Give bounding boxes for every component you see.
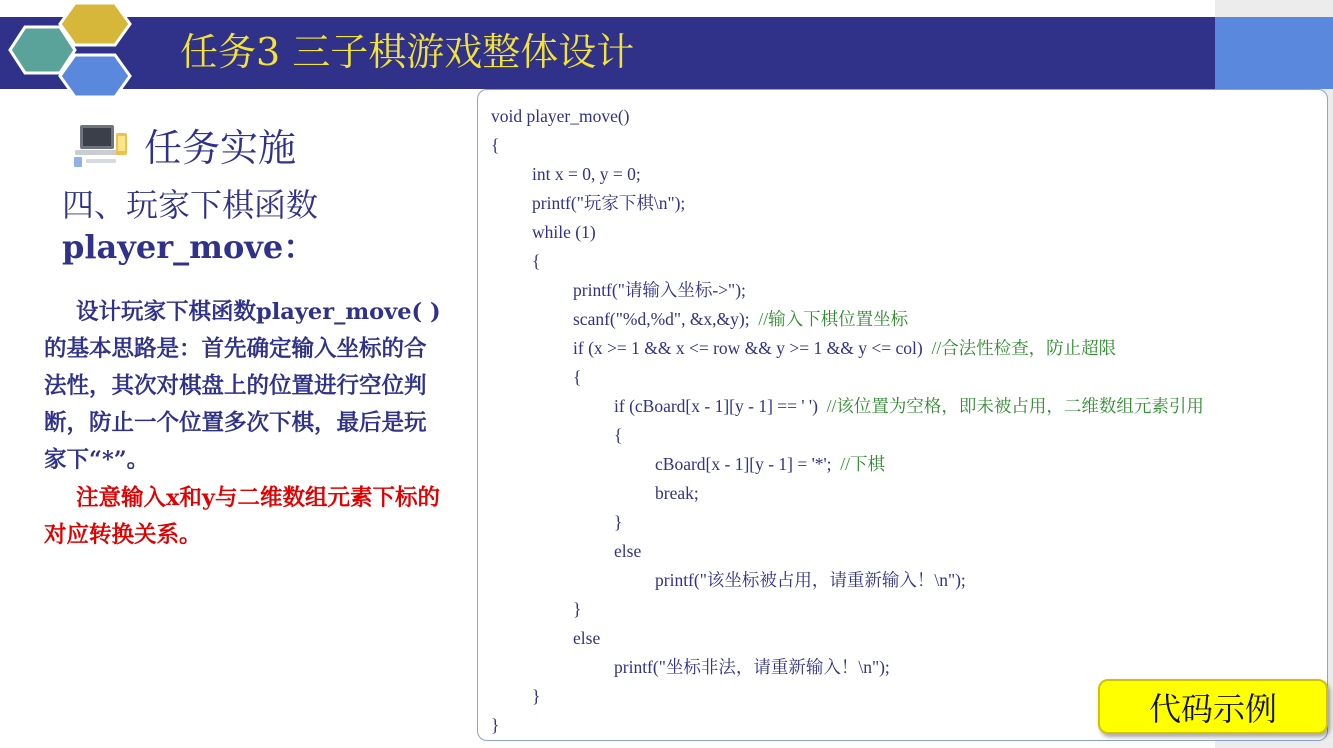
code-text: } <box>614 512 623 532</box>
code-text: printf("坐标非法，请重新输入！\n"); <box>614 657 890 677</box>
code-text: cBoard[x - 1][y - 1] = '*'; <box>655 454 841 474</box>
code-line <box>491 104 630 128</box>
code-line <box>573 365 581 389</box>
code-text: printf("该坐标被占用，请重新输入！\n"); <box>655 570 966 590</box>
code-line <box>614 423 622 447</box>
code-line <box>573 307 908 331</box>
description-paragraph: 设计玩家下棋函数player_move( )的基本思路是：首先确定输入坐标的合法性，其次对棋盘上的位置进行空位判断，防止一个位置多次下棋，最后是玩家下“*”。 <box>44 299 441 473</box>
code-line <box>614 394 1204 418</box>
code-line <box>532 684 540 708</box>
note-paragraph: 注意输入x和y与二维数组元素下标的对应转换关系。 <box>44 485 440 548</box>
code-text: { <box>491 135 500 155</box>
code-line <box>655 481 699 505</box>
code-text: while (1) <box>532 222 596 242</box>
code-line <box>532 220 596 244</box>
section-heading-label: 任务实施 <box>144 125 297 170</box>
code-text: } <box>573 599 582 619</box>
code-panel <box>477 89 1328 741</box>
code-line <box>532 162 641 186</box>
code-text: if (cBoard[x - 1][y - 1] == ' ') <box>614 396 827 416</box>
function-subheading <box>62 184 462 268</box>
code-comment: //该位置为空格，即未被占用，二维数组元素引用 <box>826 396 1204 416</box>
code-line <box>491 713 499 737</box>
page-title: 任务3 三子棋游戏整体设计 <box>180 30 635 74</box>
code-text: { <box>614 425 623 445</box>
section-heading <box>72 118 296 170</box>
code-text: else <box>614 541 642 561</box>
laptop-icon <box>72 119 130 169</box>
code-text: } <box>532 686 541 706</box>
code-line <box>655 568 966 592</box>
code-line <box>573 597 581 621</box>
code-line <box>532 191 685 215</box>
code-line <box>573 278 746 302</box>
code-text: printf("请输入坐标->"); <box>573 280 746 300</box>
code-text: } <box>491 715 500 735</box>
code-line <box>614 539 641 563</box>
code-line <box>573 336 1116 360</box>
code-text: else <box>573 628 601 648</box>
code-text: void player_move() <box>491 106 630 126</box>
code-line <box>573 626 600 650</box>
code-text: if (x >= 1 && x <= row && y >= 1 && y <= col) <box>573 338 932 358</box>
code-text: printf("玩家下棋\n"); <box>532 193 686 213</box>
code-line <box>491 133 499 157</box>
header-accent <box>1215 17 1333 89</box>
code-text: { <box>573 367 582 387</box>
code-comment: //输入下棋位置坐标 <box>758 309 909 329</box>
code-comment: //合法性检查，防止超限 <box>931 338 1117 358</box>
code-example-button[interactable]: 代码示例 <box>1098 679 1328 734</box>
subheading-title: 四、玩家下棋函数 <box>62 186 319 224</box>
code-line <box>614 510 622 534</box>
hexagon-logo-icon <box>0 0 145 105</box>
code-text: { <box>532 251 541 271</box>
code-text: break; <box>655 483 699 503</box>
code-text: scanf("%d,%d", &x,&y); <box>573 309 759 329</box>
code-line <box>655 452 885 476</box>
code-comment: //下棋 <box>840 454 886 474</box>
code-line <box>614 655 890 679</box>
code-line <box>532 249 540 273</box>
code-text: int x = 0, y = 0; <box>532 164 641 184</box>
subheading-function-name: player_move： <box>62 228 316 266</box>
